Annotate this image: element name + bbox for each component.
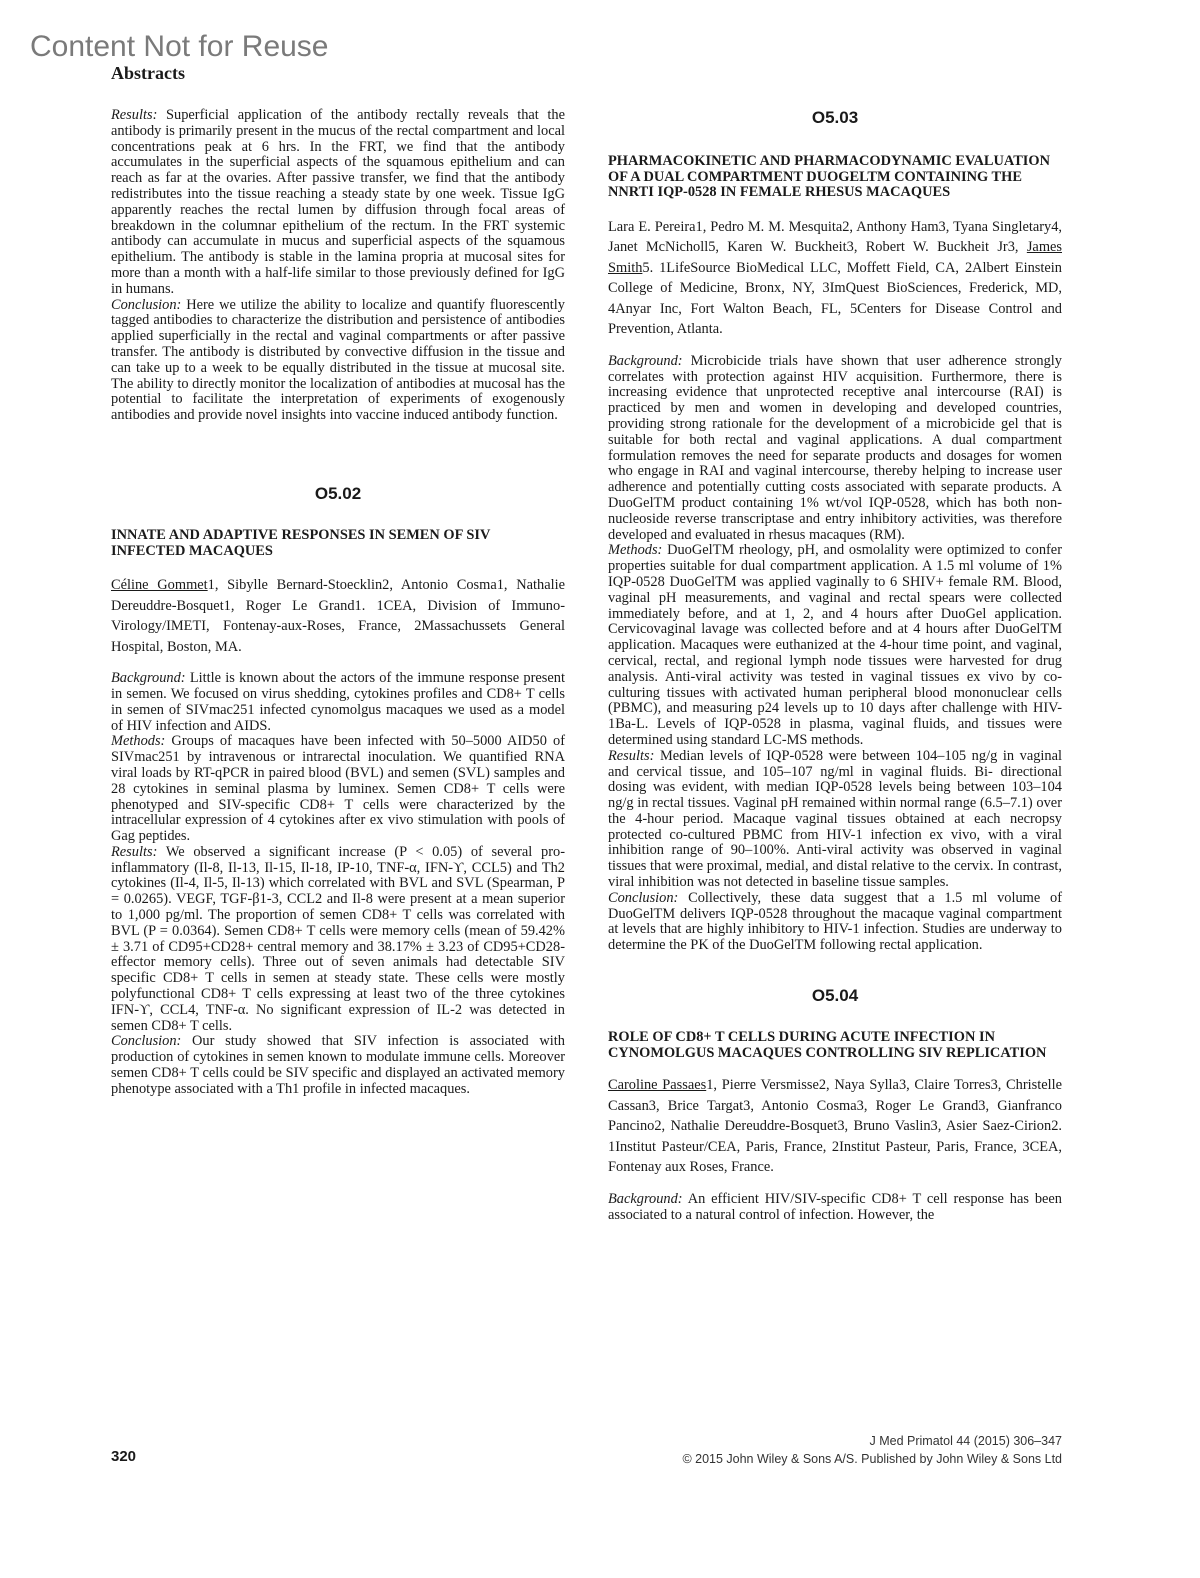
section-text: An efficient HIV/SIV-specific CD8+ T cell response has been associated to a natural control of infection. However, the	[608, 1190, 1062, 1223]
cont-results-para	[111, 108, 565, 298]
section-label: Methods:	[111, 733, 166, 750]
authors-affiliations: 1, Sibylle Bernard-Stoecklin2, Antonio Cosma1, Nathalie Dereuddre-Bosquet1, Roger Le Grand1. 1CEA, Division of Immuno-Virology/IMETI, Fontenay-aux-Roses, France, 2Massachussets General Hospital, Boston, MA.	[111, 577, 565, 655]
cont-conclusion-para	[111, 298, 565, 424]
abstract-title: ROLE OF CD8+ T CELLS DURING ACUTE INFECTION IN CYNOMOLGUS MACAQUES CONTROLLING SIV REPLICATION	[608, 1029, 1047, 1061]
methods-para	[111, 734, 565, 845]
section-text: We observed a significant increase (P < 0.05) of several pro-inflammatory (Il-8, Il-13, Il-15, Il-18, IP-10, TNF-α, IFN-ϒ, CCL5) and Th2 cytokines (Il-4, Il-5, Il-13) which correlated with BVL and SVL (Spearman, P = 0.0265). VEGF, TGF-β1-3, CCL2 and Il-8 were present at a mean superior to 1,000 pg/ml. The proportion of semen CD8+ T cells was correlated with BVL (P = 0.0364). Semen CD8+ T cells were memory cells (mean of 59.42% ± 3.71 of CD95+CD28+ central memory and 38.17% ± 3.23 of CD95+CD28- effector memory cells). Three out of seven animals had detectable SIV specific CD8+ T cells in semen at steady state. These cells were mostly polyfunctional CD8+ T cells expressing at least two of the three cytokines IFN-ϒ, CCL4, TNF-α. No significant expression of IL-2 was detected in semen CD8+ T cells.	[111, 843, 565, 1034]
section-label: Conclusion:	[111, 296, 182, 313]
authors-affiliations: 5. 1LifeSource BioMedical LLC, Moffett Field, CA, 2Albert Einstein College of Medicine, Bronx, NY, 3ImQuest BioSciences, Frederick, MD, 4Anyar Inc, Fort Walton Beach, FL, 5Centers for Disease Control and Prevention, Atlanta.	[608, 259, 1062, 338]
section-label: Methods:	[608, 542, 663, 559]
section-text: Our study showed that SIV infection is associated with production of cytokines in semen known to modulate immune cells. Moreover semen CD8+ T cells could be SIV specific and displayed an activated memory phenotype associated with a Th1 profile in infected macaques.	[111, 1033, 565, 1097]
section-label: Conclusion:	[608, 889, 679, 906]
copyright-notice: © 2015 John Wiley & Sons A/S. Published by John Wiley & Sons Ltd	[682, 1452, 1062, 1466]
watermark: Content Not for Reuse	[30, 30, 329, 63]
section-label: Results:	[111, 107, 158, 123]
background-para	[608, 1192, 1062, 1224]
footer-citation	[682, 1432, 1062, 1468]
section-label: Conclusion:	[111, 1033, 182, 1050]
section-text: Collectively, these data suggest that a 1.5 ml volume of DuoGelTM delivers IQP-0528 throughout the macaque vaginal compartment at levels that are highly inhibitory to HIV-1 infection. Studies are underway to determine the PK of the DuoGelTM following rectal application.	[608, 889, 1062, 954]
page-number: 320	[111, 1448, 137, 1465]
section-label: Results:	[111, 843, 158, 860]
background-para	[111, 671, 565, 734]
left-column	[111, 108, 565, 1098]
section-text: Here we utilize the ability to localize and quantify fluorescently tagged antibodies to characterize the distribution and persistence of antibodies applied superficially in the rectal and vaginal compartments or after passive transfer. The antibody is distributed by convective diffusion in the tissue and can take up to a week to be equally distributed in the tissue at mucosal site. The ability to directly monitor the localization of antibodies at mucosal has the potential to facilitate the interpretation of experiments of exogenously antibodies and provide novel insights into vaccine induced antibody function.	[111, 296, 565, 424]
author-list	[608, 217, 1062, 340]
section-text: Microbicide trials have shown that user adherence strongly correlates with protection against HIV acquisition. Furthermore, there is increasing evidence that unprotected receptive anal intercourse (RAI) is practiced by men and women in developing and developed countries, providing strong rationale for the development of a microbicide gel that is suitable for both rectal and vaginal applications. A dual compartment formulation removes the need for separate products and dosages for women who engage in RAI and vaginal intercourse, thereby helping to increase user adherence and potentially cutting costs associated with separate products. A DuoGelTM product containing 1% wt/vol IQP-0528, which has both non-nucleoside reverse transcriptase and entry inhibitory activities, was therefore developed and evaluated in rhesus macaques (RM).	[608, 352, 1062, 543]
abstract-id: O5.04	[811, 986, 859, 1006]
authors-before: Lara E. Pereira1, Pedro M. M. Mesquita2, Anthony Ham3, Tyana Singletary4, Janet McNicholl5, Karen W. Buckheit3, Robert W. Buckheit Jr3,	[608, 218, 1062, 256]
section-text: Little is known about the actors of the immune response present in semen. We focused on virus shedding, cytokines profiles and CD8+ T cells in semen of SIVmac251 infected cynomolgus macaques we used as a model of HIV infection and AIDS.	[111, 670, 565, 734]
abstract-title: INNATE AND ADAPTIVE RESPONSES IN SEMEN OF SIV INFECTED MACAQUES	[111, 526, 491, 559]
conclusion-para	[111, 1034, 565, 1097]
section-label: Background:	[111, 670, 186, 687]
results-para	[111, 845, 565, 1035]
journal-citation: J Med Primatol 44 (2015) 306–347	[869, 1434, 1062, 1448]
background-para	[608, 354, 1062, 544]
section-label: Results:	[608, 747, 655, 764]
author-list	[608, 1075, 1062, 1178]
section-text: DuoGelTM rheology, pH, and osmolality were optimized to confer properties suitable for dual compartment application. A 1.5 ml volume of 1% IQP-0528 DuoGelTM was applied vaginally to 6 SHIV+ female RM. Blood, vaginal pH measurements, and vaginal and rectal spears were collected immediately before, and at 1, 2, and 4 hours after DuoGel application. Cervicovaginal lavage was collected before and at 4 hours after DuoGelTM application. Macaques were euthanized at the 4-hour time point, and vaginal, cervical, rectal, and regional lymph node tissues were harvested for drug analysis. Anti-viral activity was tested in vaginal tissues ex vivo by co-culturing tissues with activated human peripheral blood mononuclear cells (PBMC), and measuring p24 levels up to 10 days after challenge with HIV-1Ba-L. Levels of IQP-0528 in plasma, vaginal fluids, and tissues were determined using standard LC-MS methods.	[608, 542, 1062, 748]
presenting-author: Céline Gommet	[111, 577, 208, 594]
methods-para	[608, 543, 1062, 748]
section-text: Superficial application of the antibody rectally reveals that the antibody is primarily present in the mucus of the rectal compartment and local concentrations peak at 6 hrs. In the FRT, we find that the antibody accumulates in the superficial aspects of the squamous epithelium and can reach as far at the ovaries. After passive transfer, we find that the antibody redistributes into the tissue reaching a steady state by one week. Tissue IgG apparently reaches the rectal lumen by diffusion through focal areas of breakdown in the columnar epithelium of the rectum. In the FRT systemic antibody can accumulate in mucus and superficial aspects of the squamous epithelium. The antibody is stable in the lamina propria at mucosal sites for more than a month with a half-life similar to those previously defined for IgG in humans.	[111, 107, 565, 297]
section-label: Background:	[608, 352, 683, 369]
running-head: Abstracts	[111, 63, 185, 83]
abstract-id: O5.02	[314, 483, 362, 503]
conclusion-para	[608, 891, 1062, 954]
section-label: Background:	[608, 1190, 683, 1207]
authors-affiliations: 1, Pierre Versmisse2, Naya Sylla3, Claire Torres3, Christelle Cassan3, Brice Targat3, Antonio Cosma3, Roger Le Grand3, Gianfranco Pancino2, Nathalie Dereuddre-Bosquet3, Bruno Vaslin3, Asier Saez-Cirion2. 1Institut Pasteur/CEA, Paris, France, 2Institut Pasteur, Paris, France, 3CEA, Fontenay aux Roses, France.	[608, 1077, 1062, 1176]
abstract-id: O5.03	[811, 108, 859, 127]
results-para	[608, 749, 1062, 891]
presenting-author: Caroline Passaes	[608, 1077, 707, 1094]
section-text: Median levels of IQP-0528 were between 104–105 ng/g in vaginal and cervical tissue, and 105–107 ng/ml in vaginal fluids. Bi- directional dosing was evident, with median IQP-0528 levels being between 103–104 ng/g in rectal tissues. Vaginal pH remained within normal range (6.5–7.1) over the 4-hour period. Macaque vaginal tissues obtained at each necropsy protected co-cultured PBMC from HIV-1 infection ex vivo, with a viral inhibition range of 90–100%. Anti-viral activity was observed in vaginal tissues that were proximal, medial, and distal relative to the cervix. In contrast, viral inhibition was not detected in baseline tissue samples.	[608, 747, 1062, 891]
abstract-title: PHARMACOKINETIC AND PHARMACODYNAMIC EVALUATION OF A DUAL COMPARTMENT DUOGELTM CONTAINING THE NNRTI IQP-0528 IN FEMALE RHESUS MACAQUES	[608, 153, 1050, 201]
right-column	[608, 108, 1062, 1223]
section-text: Groups of macaques have been infected with 50–5000 AID50 of SIVmac251 by intravenous or intrarectal inoculation. We quantified RNA viral loads by RT-qPCR in paired blood (BVL) and semen (SVL) samples and 28 cytokines in seminal plasma by luminex. Semen CD8+ T cells were phenotyped and SIV-specific CD8+ T cells were characterized by the intracellular expression of 4 cytokines after ex vivo stimulation with pools of Gag peptides.	[111, 733, 565, 845]
author-list	[111, 575, 565, 657]
presenting-author: James Smith	[608, 239, 1062, 276]
